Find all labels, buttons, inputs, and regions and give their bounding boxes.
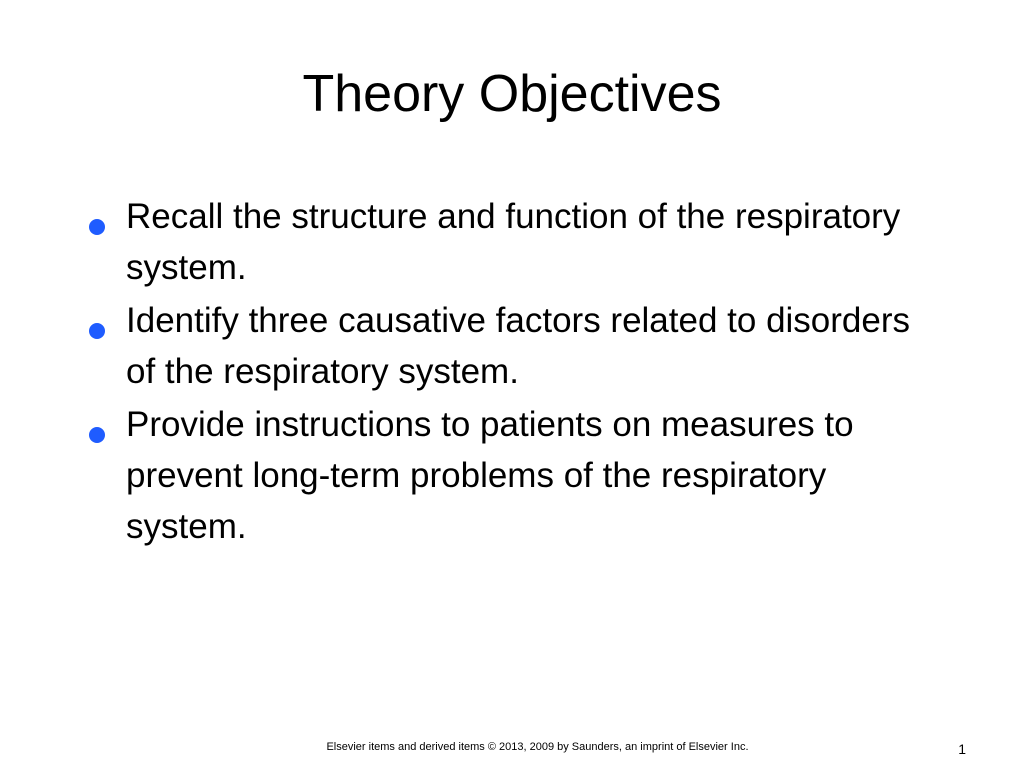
copyright-footer: Elsevier items and derived items © 2013, 2009 by Saunders, an imprint of Elsevier Inc.: [326, 741, 749, 753]
objective-text: Provide instructions to patients on measures to prevent long-term problems of the respiratory system.: [126, 405, 854, 546]
slide-title: Theory Objectives: [302, 65, 722, 123]
objective-list: [86, 191, 946, 554]
bullet-dot-icon: [89, 323, 105, 339]
objective-text: Identify three causative factors related to disorders of the respiratory system.: [126, 301, 911, 391]
objective-item: [86, 399, 946, 552]
bullet-dot-icon: [89, 219, 105, 235]
page-number: 1: [958, 741, 966, 757]
objective-item: [86, 191, 946, 293]
objective-item: [86, 295, 946, 397]
objective-text: Recall the structure and function of the respiratory system.: [126, 197, 901, 287]
bullet-dot-icon: [89, 427, 105, 443]
